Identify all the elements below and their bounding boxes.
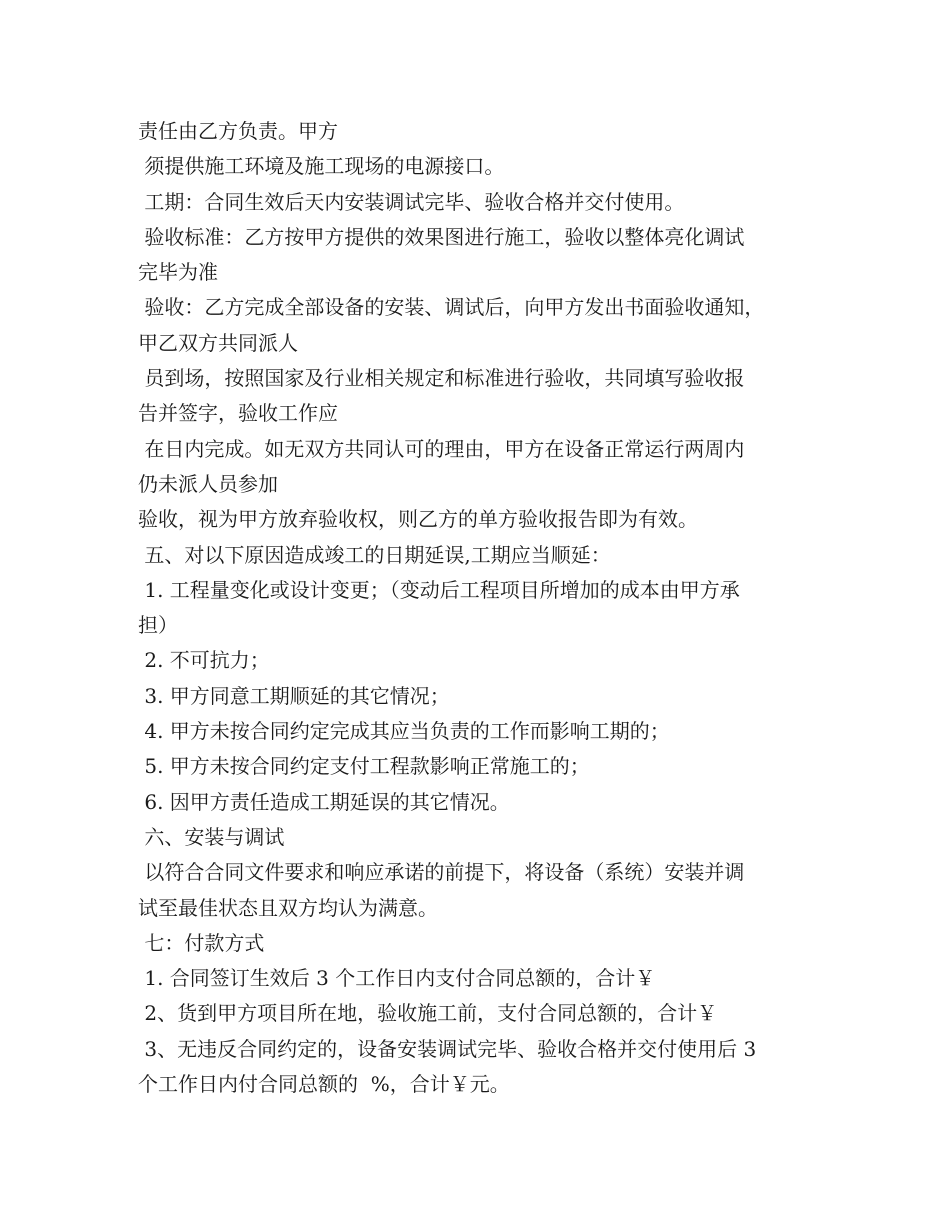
text-line: 验收，视为甲方放弃验收权，则乙方的单方验收报告即为有效。 xyxy=(138,507,698,532)
text-line: 完毕为准 xyxy=(138,260,218,285)
text-line: 告并签字，验收工作应 xyxy=(138,401,338,426)
list-item: 2、货到甲方项目所在地，验收施工前，支付合同总额的，合计￥ xyxy=(138,1001,718,1026)
section-heading: 七：付款方式 xyxy=(138,930,265,955)
text-line: 员到场，按照国家及行业相关规定和标准进行验收，共同填写验收报 xyxy=(138,366,745,391)
text-line: 验收标准：乙方按甲方提供的效果图进行施工，验收以整体亮化调试 xyxy=(138,224,745,249)
text-line: 以符合合同文件要求和响应承诺的前提下，将设备（系统）安装并调 xyxy=(138,860,745,885)
list-item: 2. 不可抗力； xyxy=(138,648,270,673)
text-line: 工期：合同生效后天内安装调试完毕、验收合格并交付使用。 xyxy=(138,189,685,214)
section-heading: 六、安装与调试 xyxy=(138,824,285,849)
list-item: 4. 甲方未按合同约定完成其应当负责的工作而影响工期的； xyxy=(138,719,670,744)
list-item: 1. 工程量变化或设计变更；（变动后工程项目所增加的成本由甲方承 xyxy=(138,577,740,602)
text-line: 在日内完成。如无双方共同认可的理由，甲方在设备正常运行两周内 xyxy=(138,436,745,461)
text-line: 责任由乙方负责。甲方 xyxy=(138,119,338,143)
contract-body-text xyxy=(138,114,828,1102)
text-line: 须提供施工环境及施工现场的电源接口。 xyxy=(138,154,505,179)
text-line: 验收：乙方完成全部设备的安装、调试后，向甲方发出书面验收通知， xyxy=(138,295,765,320)
list-item: 6. 因甲方责任造成工期延误的其它情况。 xyxy=(138,789,510,814)
text-line: 个工作日内付合同总额的 %，合计￥元。 xyxy=(138,1072,510,1097)
text-line: 仍未派人员参加 xyxy=(138,471,278,496)
list-item: 3. 甲方同意工期顺延的其它情况； xyxy=(138,683,450,708)
text-line: 担） xyxy=(138,613,178,638)
list-item: 3、无违反合同约定的，设备安装调试完毕、验收合格并交付使用后 3 xyxy=(138,1036,757,1061)
text-line: 甲乙双方共同派人 xyxy=(138,330,298,355)
list-item: 5. 甲方未按合同约定支付工程款影响正常施工的； xyxy=(138,754,590,779)
list-item: 1. 合同签订生效后 3 个工作日内支付合同总额的，合计￥ xyxy=(138,966,656,991)
text-line: 试至最佳状态且双方均认为满意。 xyxy=(138,895,438,920)
section-heading: 五、对以下原因造成竣工的日期延误,工期应当顺延： xyxy=(138,542,611,567)
